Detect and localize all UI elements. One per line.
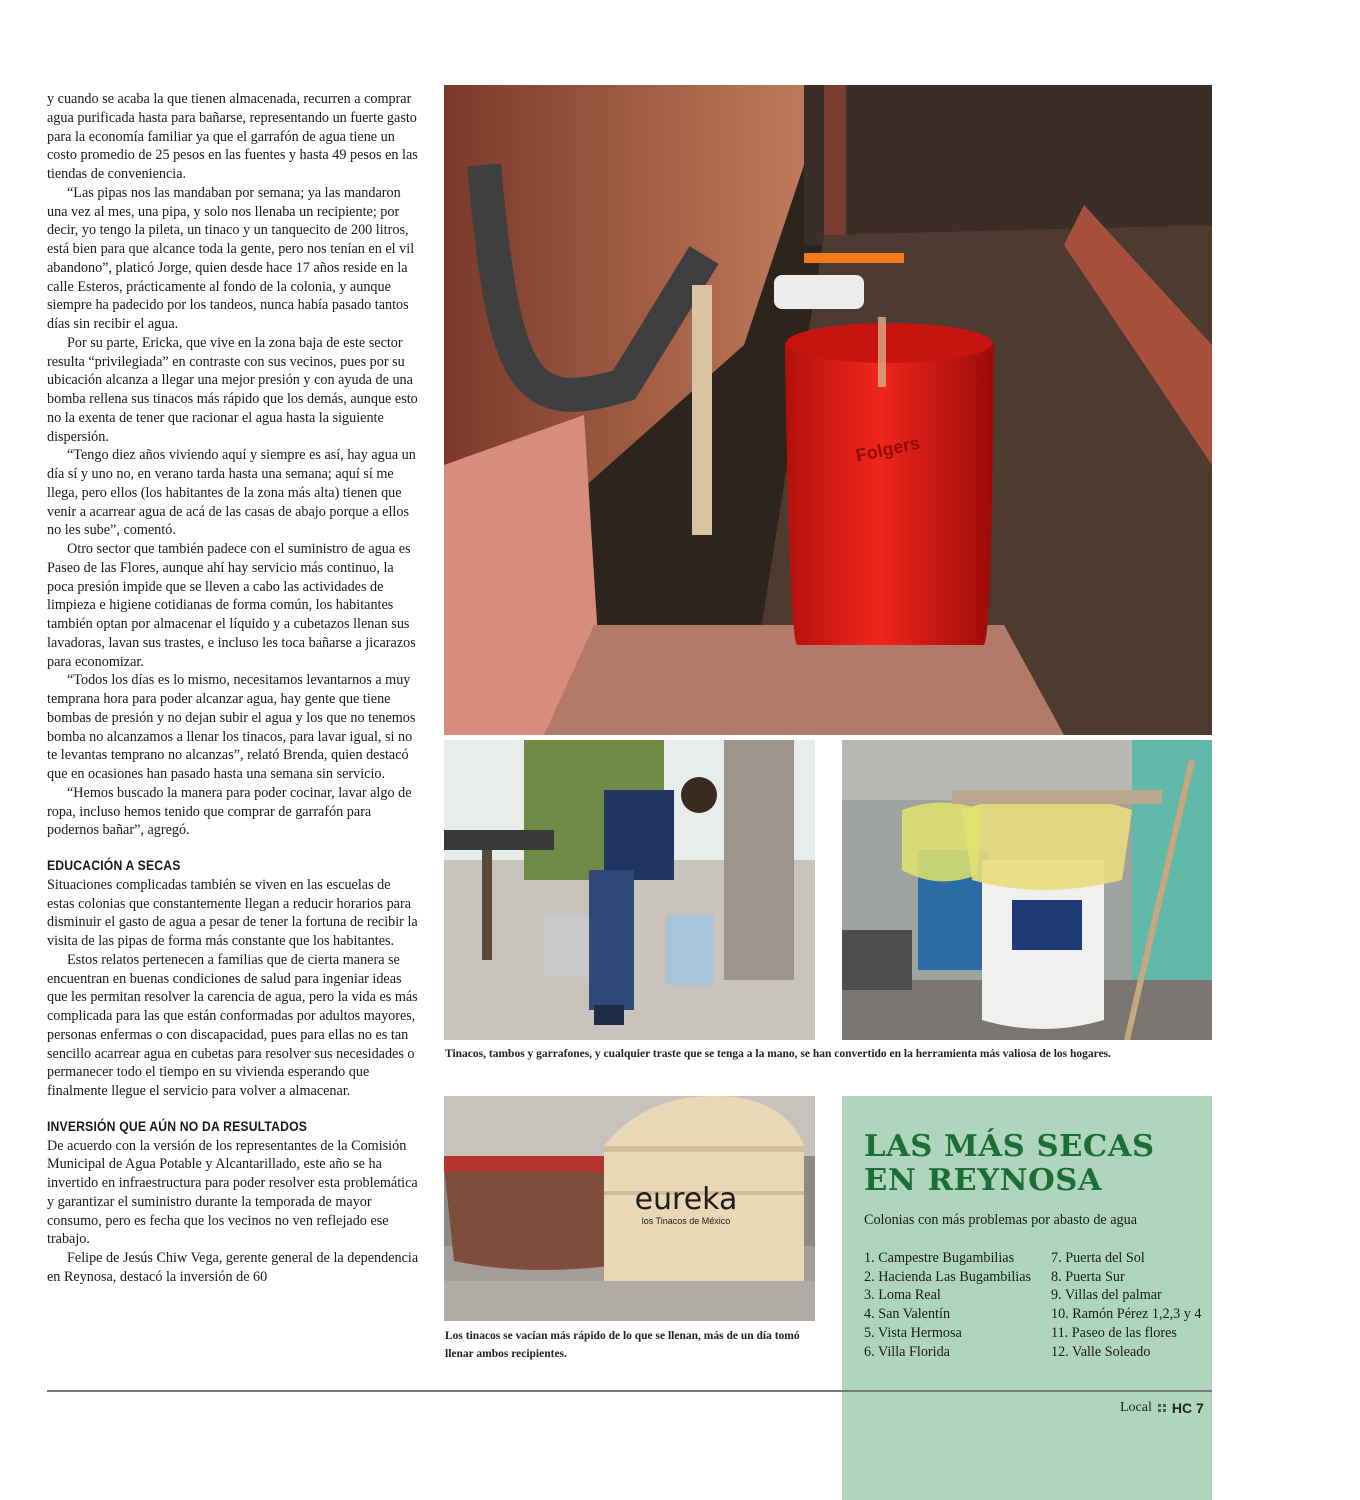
article-column xyxy=(47,90,419,1287)
footer-rule xyxy=(47,1390,1212,1392)
list-item: 6. Villa Florida xyxy=(864,1343,950,1360)
list-item: 4. San Valentín xyxy=(864,1306,951,1323)
list-item: 5. Vista Hermosa xyxy=(864,1324,962,1341)
paragraph: “Todos los días es lo mismo, necesitamos levantarnos a muy temprana hora para poder alcanzar agua, hay gente que tiene bombas de presión y no dejan subir el agua y los que no tenemos bomba no alcanzamos a llenar los tinacos, para lavar igual, si no te levantas temprano no alcanzas”, relató Brenda, quien destacó que en ocasiones han pasado hasta una semana sin servicio. xyxy=(47,672,416,782)
list-item: 12. Valle Soleado xyxy=(1051,1343,1151,1360)
sidebar-title-line1: LAS MÁS SECAS xyxy=(864,1129,1155,1164)
photo-caption: Tinacos, tambos y garrafones, y cualquier traste que se tenga a la mano, se han convertido en la herramienta más valiosa de los hogares. xyxy=(445,1048,1112,1060)
paragraph: “Hemos buscado la manera para poder cocinar, lavar algo de ropa, incluso hemos tenido que comprar de garrafón para podernos bañar”, agregó. xyxy=(47,784,412,839)
list-item: 2. Hacienda Las Bugambilias xyxy=(864,1268,1032,1285)
tank-brand: eureka xyxy=(634,1182,738,1217)
paragraph: Estos relatos pertenecen a familias que de cierta manera se encuentran en buenas condiciones de salud para ingeniar ideas que les permitan resolver la carencia de agua, pero la vida es más complicada para las que están conformadas por adultos mayores, personas enfermas o con discapacidad, pues para ellas no es tan sencillo acarrear agua en cubetas para resolver sus necesidades o permanecer todo el tiempo en su vivienda esperando que finalmente llegue el servicio para volver a almacenar. xyxy=(47,951,418,1099)
paragraph: “Las pipas nos las mandaban por semana; ya las mandaron una vez al mes, una pipa, y solo nos llenaba un recipiente; por decir, yo tengo la pileta, un tinaco y un tanquecito de 200 litros, está bien para que alcance toda la gente, pero nos tenían en el vil abandono”, platicó Jorge, quien desde hace 17 años reside en la calle Esteros, prácticamente al fondo de la colonia, y aunque siempre ha padecido por los tandeos, nunca había pasado tantos días sin recibir el agua. xyxy=(47,184,415,332)
list-item: 9. Villas del palmar xyxy=(1051,1287,1162,1304)
paragraph: Situaciones complicadas también se viven en las escuelas de estas colonias que constantemente llegan a reducir horarios para disminuir el gasto de agua a pesar de tener la fortuna de recibir la visita de las pipas de forma más constante que los habitantes. xyxy=(47,876,418,949)
paragraph: y cuando se acaba la que tienen almacenada, recurren a comprar agua purificada hasta para bañarse, representando un fuerte gasto para la economía familiar ya que el garrafón de agua tiene un costo promedio de 25 pesos en las fuentes y hasta 49 pesos en las tiendas de conveniencia. xyxy=(47,91,418,182)
page-folio xyxy=(1120,1400,1204,1416)
subheading: INVERSIÓN QUE AÚN NO DA RESULTADOS xyxy=(47,1118,308,1135)
list-item: 8. Puerta Sur xyxy=(1051,1268,1125,1285)
tank-tagline: los Tinacos de México xyxy=(641,1216,731,1226)
folio-section: Local xyxy=(1120,1400,1152,1415)
folio-dots-icon xyxy=(1158,1404,1166,1412)
sidebar-subtitle: Colonias con más problemas por abasto de agua xyxy=(864,1212,1138,1228)
paragraph: “Tengo diez años viviendo aquí y siempre es así, hay agua un día sí y uno no, en verano tarda hasta una semana; aquí sí me llega, pero ellos (los habitantes de la zona más alta) tienen que venir a acarrear agua de acá de las casas de abajo porque a ellos no les sube”, comentó. xyxy=(47,447,416,539)
photo-caption: Los tinacos se vacían más rápido de lo que se llenan, más de un día tomó llenar ambos recipientes. xyxy=(445,1330,800,1360)
paragraph: Otro sector que también padece con el suministro de agua es Paseo de las Flores, aunque ahí hay servicio más continuo, la poca presión impide que se lleven a cabo las actividades de limpieza e higiene cotidianas de forma común, los habitantes también optan por almacenar el líquido y a cubetazos llenan sus lavadoras, lavan sus trastes, e incluso les toca bañarse a jicarazos para economizar. xyxy=(47,541,416,670)
list-item: 11. Paseo de las flores xyxy=(1051,1324,1177,1341)
folio-page: HC 7 xyxy=(1171,1400,1204,1416)
photo-white-drum xyxy=(842,740,1212,1040)
colonias-list-right xyxy=(1051,1249,1202,1361)
sidebar-title xyxy=(864,1130,1211,1198)
photo-man-buckets xyxy=(444,740,815,1040)
bucket-label: Folgers xyxy=(853,432,922,466)
sidebar-title-line2: EN REYNOSA xyxy=(864,1163,1103,1198)
list-item: 3. Loma Real xyxy=(864,1287,941,1304)
colonias-list-left xyxy=(864,1249,1031,1361)
paragraph: Felipe de Jesús Chiw Vega, gerente general de la dependencia en Reynosa, destacó la inversión de 60 xyxy=(47,1250,419,1285)
list-item: 1. Campestre Bugambilias xyxy=(864,1250,1015,1266)
sidebar-las-mas-secas xyxy=(842,1096,1212,1500)
subheading: EDUCACIÓN A SECAS xyxy=(47,858,181,874)
list-item: 7. Puerta del Sol xyxy=(1051,1250,1145,1266)
list-item: 10. Ramón Pérez 1,2,3 y 4 xyxy=(1051,1306,1202,1323)
paragraph: De acuerdo con la versión de los representantes de la Comisión Municipal de Agua Potable y Alcantarillado, este año se ha invertido en infraestructura para poder resolver esta problemática y garantizar el suministro durante la temporada de mayor consumo, pero es fecha que los vecinos no ven reflejado ese trabajo. xyxy=(47,1137,418,1248)
photo-eureka-tank xyxy=(444,1096,815,1321)
paragraph: Por su parte, Ericka, que vive en la zona baja de este sector resulta “privilegiada” en contraste con sus vecinos, pues por su ubicación alcanza a llegar una mejor presión y con ayuda de una bomba rellena sus tinacos más rápido que los demás, aunque esto no la exenta de tener que racionar el agua hasta la siguiente dispersión. xyxy=(47,334,418,445)
photo-red-bucket xyxy=(444,85,1212,735)
